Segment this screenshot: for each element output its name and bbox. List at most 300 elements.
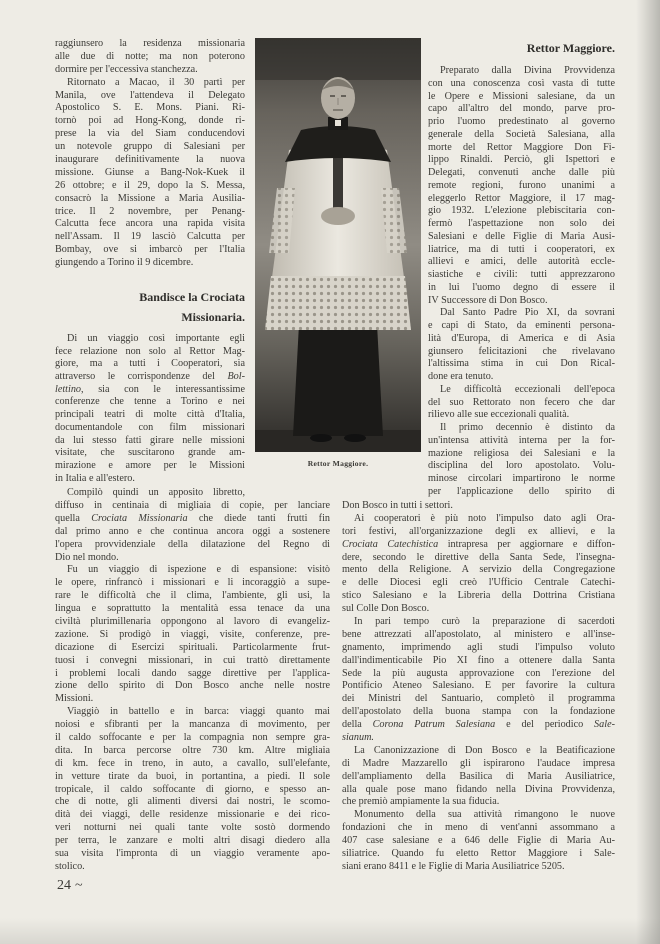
text-line (428, 103, 615, 116)
line-text: Le difficoltà eccezionali dell'epoca (440, 383, 615, 395)
line-text: inaugurare definitivamente la nuova (55, 154, 245, 166)
italic-text: Crociata Missionaria (91, 512, 188, 524)
line-text: trice. Il 2 novembre, per Penang- (55, 205, 245, 217)
line-text: per l'applicazione dello spirito di (428, 485, 615, 497)
line-text: sua visita l'impronta di un viaggio veramente apo- (55, 848, 330, 860)
line-text: del suo Rettorato non fecero che dar (428, 396, 615, 408)
text-line (342, 564, 615, 577)
line-text: 407 case salesiane e a 646 delle Figlie di Maria Au- (342, 835, 615, 847)
paragraph (55, 487, 245, 500)
text-segment: attraverso le corrispondenze del (55, 371, 228, 383)
line-text: lippo Rinaldi. Perciò, gli Ispettori e (428, 154, 615, 166)
text-line (428, 384, 615, 397)
text-line (428, 397, 615, 410)
line-text: e delle Diocesi egli creò l'Ufficio Centrale Catechi- (342, 577, 615, 589)
line-text: stico Salesiano e la Libreria della Dottrina Cristiana (342, 590, 615, 602)
text-line (428, 371, 615, 384)
line-text: in lui l'uomo degno di essere il (428, 281, 615, 293)
line-text (342, 539, 615, 550)
line-text: fondazioni che in meno di vent'anni assommano a (342, 822, 615, 834)
text-line (428, 333, 615, 346)
line-text: l'altissima stima in cui Don Rical- (428, 358, 615, 370)
text-line (428, 231, 615, 244)
line-text: di km. fece in treno, in auto, a cavallo, sull'elefante, (55, 757, 330, 769)
line-text: siastiche e civili: tutti apprezzarono (428, 269, 615, 280)
paragraph (342, 745, 615, 809)
text-line (342, 513, 615, 526)
text-line (428, 180, 615, 193)
paragraph (55, 77, 245, 270)
line-text: raggiunsero la residenza missionaria (55, 38, 245, 49)
line-text (55, 371, 245, 382)
line-text: siani erano 8411 e le Figlie di Maria Ausiliatrice 5205. (342, 860, 565, 872)
text-line (55, 154, 245, 167)
line-text: per terra, le zanzare e molti altri disagi diedero alla (55, 835, 330, 847)
text-line (55, 642, 330, 655)
line-text: Preparato dalla Divina Provvidenza (440, 65, 615, 76)
line-text (55, 513, 330, 524)
left-column-top-text (55, 38, 245, 270)
paragraph (55, 333, 245, 485)
text-segment: quella (55, 512, 92, 524)
text-line (55, 835, 330, 848)
text-line (428, 256, 615, 269)
text-line (55, 668, 330, 681)
text-line (55, 371, 245, 384)
text-line (428, 422, 615, 435)
left-column-main-text (55, 500, 330, 874)
line-text: zazione. Si prodigò in viaggi, visite, conferenze, pre- (55, 628, 330, 640)
text-line (55, 861, 330, 874)
text-line (342, 809, 615, 822)
text-line (342, 629, 615, 642)
line-text: le Opere e Missioni salesiane, da un (428, 90, 615, 102)
line-text: In pari tempo curò la preparazione di sacerdoti (354, 616, 615, 628)
text-line (428, 129, 615, 142)
line-text: dormire per l'eccessiva stanchezza. (55, 63, 198, 75)
line-text: che di notte, gli alimenti diversi dai nostri, le scomo- (55, 796, 330, 808)
text-line (342, 500, 615, 513)
text-line (428, 91, 615, 104)
text-line (55, 244, 245, 257)
line-text: liatrice, ma di tutti i cooperatori, ex (428, 243, 615, 255)
text-line (342, 861, 615, 874)
figure-cape (285, 126, 391, 162)
paragraph (428, 65, 615, 307)
text-line (55, 384, 245, 397)
text-line (55, 128, 245, 141)
text-line (55, 487, 245, 500)
line-text: dicazione di Esercizi spirituali. Particolarmente frut- (55, 641, 330, 653)
text-line (55, 616, 330, 629)
paragraph (55, 500, 330, 564)
line-text: tuosi i convegni missionari, in cui trattò direttamente (55, 654, 330, 666)
italic-text: lettino (55, 383, 82, 395)
line-text: veri notturni nei quali tante volte sostò dormendo (55, 822, 330, 834)
line-text: Don Bosco in tutti i settori. (342, 500, 453, 511)
line-text: Fu un viaggio di ispezione e di espansione: visitò (67, 564, 330, 576)
figure-hands (321, 207, 355, 225)
italic-text: Crociata Catechistica (342, 538, 439, 550)
line-text: Monumento della sua attività rimangono le nuove (354, 809, 615, 821)
text-line (55, 206, 245, 219)
line-text: 26 ottobre; e il 29, dopo la S. Messa, (55, 179, 245, 191)
line-text: mento della Religione. A servizio della Congregazione (342, 564, 615, 576)
scan-bottom-shadow (0, 918, 660, 944)
line-text: principali teatri di molte città d'Italia, (55, 409, 245, 421)
text-line (55, 706, 330, 719)
line-text: Manila, ove l'attendeva il Delegato (55, 89, 245, 101)
text-line (428, 320, 615, 333)
section-heading-rettor-maggiore: Rettor Maggiore. (526, 41, 615, 55)
text-line (342, 603, 615, 616)
line-text: gnamento, imprimendo agli studi l'impulso voluto (342, 641, 615, 653)
line-text: dere, secondo le direttive della Santa Sede, l'insegna- (342, 551, 615, 563)
line-text: gio 1932. L'elezione plebiscitaria con- (428, 205, 615, 217)
text-line (342, 796, 615, 809)
line-text: giungendo a Torino il 9 dicembre. (55, 257, 194, 269)
page-number (57, 878, 87, 894)
text-line (428, 154, 615, 167)
page-number-ornament: ~ (75, 878, 83, 893)
line-text: Salesiani e delle Figlie di Maria Ausi- (428, 230, 615, 242)
text-line (55, 848, 330, 861)
text-line (55, 409, 245, 422)
text-line (428, 65, 615, 78)
text-line (428, 269, 615, 282)
figure-cassock (293, 324, 383, 442)
line-text: Bombay, ove si imbarcò per l'Italia (55, 244, 245, 256)
line-text: Sede la più augusta approvazione con l'erezione del (342, 667, 615, 679)
line-text: minose circolari impartirono le norme (428, 473, 615, 484)
paragraph (55, 564, 330, 706)
text-line (342, 539, 615, 552)
text-line (428, 282, 615, 295)
paragraph (428, 307, 615, 384)
text-segment: e del periodico (495, 719, 595, 731)
text-line (428, 193, 615, 206)
text-line (55, 603, 330, 616)
text-line (55, 732, 330, 745)
line-text: giunsero felicitazioni che rivelavano (428, 345, 615, 357)
line-text: giore, ma a tutti i Cooperatori, sia (55, 358, 245, 370)
text-line (55, 180, 245, 193)
italic-text: Corona Patrum Salesiana (372, 719, 496, 731)
line-text: missione. Giunse a Bang-Nok-Kuek il (55, 166, 245, 178)
figure-surplice (265, 144, 411, 330)
text-line (55, 218, 245, 231)
text-line (428, 473, 615, 486)
text-line (342, 693, 615, 706)
text-line (342, 590, 615, 603)
line-text: da lui stesso fatti girare nelle missioni (55, 434, 245, 446)
left-column-bridge-text (55, 487, 245, 500)
italic-text: sianum. (342, 732, 374, 744)
text-segment: , sia con le interessantissime (81, 383, 245, 395)
line-text: in Italia e all'estero. (55, 472, 135, 484)
text-line (55, 693, 330, 706)
line-text: Dal Santo Padre Pio XI, da sovrani (440, 307, 615, 319)
text-segment: che diede tanti frutti fin (187, 512, 330, 524)
text-line (55, 473, 245, 486)
text-line (428, 167, 615, 180)
text-line (342, 848, 615, 861)
text-line (55, 758, 330, 771)
text-line (342, 642, 615, 655)
line-text: tropicale, il caldo soffocante di giorno, e spesso an- (55, 783, 330, 795)
line-text: conferenze che tenne a Torino e nei (55, 396, 245, 408)
text-line (428, 307, 615, 320)
text-line (342, 616, 615, 629)
text-line (55, 680, 330, 693)
text-line (342, 758, 615, 771)
line-text: eleggerlo Rettor Maggiore, il 17 mag- (428, 192, 615, 204)
text-line (55, 513, 330, 526)
heading-line: Missionaria. (181, 310, 245, 324)
text-line (55, 115, 245, 128)
text-line (428, 78, 615, 91)
line-text: Calcutta fece ancora una rapida visita (55, 218, 245, 230)
text-line (55, 333, 245, 346)
text-line (55, 77, 245, 90)
line-text: done era tenuto. (428, 371, 494, 382)
line-text: stolico. (55, 860, 85, 872)
line-text: bene attrezzati all'apostolato, al ministero e all'inse- (342, 628, 615, 640)
text-line (55, 577, 330, 590)
left-column-intro-text (55, 333, 245, 485)
line-text: fermò l'aspettazione non solo dei (428, 218, 615, 229)
text-line (428, 486, 615, 499)
heading-line: Bandisce la Crociata (139, 290, 245, 304)
text-line (55, 590, 330, 603)
text-line (342, 771, 615, 784)
line-text: rare le difficoltà che il clima, l'ambiente, gli usi, la (55, 590, 330, 602)
line-text: un notevole gruppo di Salesiani per (55, 141, 245, 153)
text-line (342, 732, 615, 745)
line-text: mirazione e amore per le Missioni (55, 459, 245, 471)
text-line (55, 629, 330, 642)
text-line (428, 448, 615, 461)
line-text: IV Successore di Don Bosco. (428, 294, 548, 306)
text-line (428, 358, 615, 371)
line-text: Viaggiò in battello e in barca: viaggi quanto mai (67, 706, 330, 718)
text-line (55, 396, 245, 409)
line-text: l'opera provvidenziale della dilatazione del Regno di (55, 538, 330, 550)
text-line (55, 435, 245, 448)
text-line (55, 771, 330, 784)
text-line (55, 460, 245, 473)
line-text: con una conoscenza così vasta di tutte (428, 77, 615, 89)
line-text: prio l'uomo predestinato al governo (428, 116, 615, 127)
text-line (55, 167, 245, 180)
text-line (55, 231, 245, 244)
line-text: generale della Società Salesiana, alla (428, 128, 615, 140)
text-line (55, 358, 245, 371)
text-line (55, 64, 245, 77)
text-line (428, 116, 615, 129)
line-text: siliatrice. Quando fu eletto Rettor Maggiore i Sale- (342, 848, 615, 860)
line-text: noiosi e sfibranti per la mancanza di movimento, per (55, 719, 330, 731)
line-text: diffuso in centinaia di migliaia di copie, per lanciare (55, 500, 330, 511)
line-text: mazione religiosa dei Salesiani e la (428, 447, 615, 459)
line-text: Apostolico S. E. Mons. Piani. Ri- (55, 102, 245, 114)
text-line (55, 809, 330, 822)
text-line (342, 719, 615, 732)
italic-text: Bol- (227, 371, 245, 383)
line-text: visitate, che suscitarono grande am- (55, 447, 245, 459)
line-text: Missioni. (55, 693, 94, 705)
line-text: Di un viaggio così importante egli (67, 333, 245, 344)
line-text: consacrò la Missione a Maria Ausilia- (55, 192, 245, 204)
text-line (55, 822, 330, 835)
text-line (55, 564, 330, 577)
text-line (342, 668, 615, 681)
section-heading-crociata (55, 287, 245, 327)
line-text: dei Ministri del Santuario, completò il programma (342, 693, 615, 705)
paragraph (342, 513, 615, 616)
line-text: le opere, rinfrancò i missionari e li incoraggiò a supe- (55, 577, 330, 589)
line-text: rilievo alle sue eccezionali qualità. (428, 409, 570, 421)
line-text: fece relazione non solo al Rettor Mag- (55, 345, 245, 357)
line-text: zione dello spirito di Don Bosco anche nelle nostre (55, 680, 330, 692)
text-line (428, 205, 615, 218)
text-line (342, 526, 615, 539)
line-text: dell'ampliamento della Basilica di Maria Ausiliatrice, (342, 770, 615, 782)
line-text: di Madre Mazzarello gli ispirarono l'audace impresa (342, 757, 615, 769)
text-line (55, 51, 245, 64)
line-text: Compilò quindi un apposito libretto, (67, 486, 245, 498)
text-line (55, 784, 330, 797)
line-text: i problemi locali dando sagge direttive per l'applica- (55, 667, 330, 679)
line-text: il caldo soffocante e per la compagnia non sempre gra- (55, 732, 330, 744)
text-line (55, 346, 245, 359)
line-text: un'intensa attività interna per la for- (428, 434, 615, 446)
text-line (55, 90, 245, 103)
text-line (342, 784, 615, 797)
line-text: dall'indimenticabile Pio XI fino a ottenere dalla Santa (342, 654, 615, 666)
text-line (55, 193, 245, 206)
line-text: dell'apostolato della buona stampa con la fondazione (342, 706, 615, 718)
line-text: Ritornato a Macao, il 30 partì per (67, 76, 245, 88)
text-line (55, 38, 245, 51)
text-line (428, 460, 615, 473)
figure-head (321, 77, 355, 119)
photo-caption: Rettor Maggiore. (307, 459, 369, 468)
paragraph (342, 500, 615, 513)
paragraph (428, 422, 615, 499)
scan-edge-shadow (636, 0, 660, 944)
text-line (55, 447, 245, 460)
line-text: in vetture tirate da buoi, in portantina, a piedi. Il sole (55, 770, 330, 782)
line-text: capo all'altro del mondo, parve pro- (428, 103, 615, 115)
line-text: tori festivi, all'organizzazione degli ex allievi, e la (342, 525, 615, 537)
line-text: allievi e amici, delle autorità eccle- (428, 256, 615, 268)
right-column-top-text (428, 65, 615, 499)
text-line (342, 822, 615, 835)
text-line (55, 655, 330, 668)
text-line (342, 552, 615, 565)
line-text: morte del Rettor Maggiore Don Fi- (428, 141, 615, 153)
line-text: Dio nel mondo. (55, 551, 119, 563)
text-line (55, 552, 330, 565)
line-text: prese la via del Siam conducendovi (55, 128, 245, 140)
text-line (428, 409, 615, 422)
line-text (342, 732, 374, 743)
line-text: tornò poi ad Hong-Kong, donde ri- (55, 115, 245, 127)
line-text: Il primo decennio è distinto da (440, 422, 615, 433)
text-line (55, 539, 330, 552)
line-text: alla quale pose mano fidando nella Divina Provvidenza, (342, 783, 615, 795)
portrait-photo (255, 38, 421, 452)
text-line (428, 142, 615, 155)
paragraph (55, 38, 245, 77)
text-line (342, 655, 615, 668)
line-text (55, 384, 245, 395)
line-text: lità d'Europa, di America e di Asia (428, 332, 615, 344)
right-column-main-text (342, 500, 615, 874)
paragraph (342, 809, 615, 873)
text-line (428, 218, 615, 231)
text-line (342, 835, 615, 848)
text-line (55, 719, 330, 732)
text-line (342, 577, 615, 590)
line-text: alle due di notte; ma non poterono (55, 50, 245, 62)
paragraph (342, 616, 615, 745)
line-text: lingua e soprattutto la mentalità essa tenace da una (55, 603, 330, 615)
line-text: e capi di Stato, da eminenti persona- (428, 320, 615, 331)
text-line (342, 745, 615, 758)
line-text: che premiò ampiamente la sua fiducia. (342, 796, 500, 808)
line-text: nell'Assam. Il 19 lasciò Calcutta per (55, 231, 245, 243)
text-line (55, 422, 245, 435)
line-text: La Canonizzazione di Don Bosco e la Beatificazione (354, 744, 615, 756)
text-line (55, 141, 245, 154)
line-text: Delegati, convenuti anche dalle più (428, 167, 615, 178)
paragraph (428, 384, 615, 422)
text-line (342, 680, 615, 693)
photo-foliage (255, 38, 421, 80)
text-line (55, 526, 330, 539)
line-text: Pontificio Ateneo Salesiano. E per favorire la cultura (342, 680, 615, 692)
line-text (342, 719, 615, 730)
line-text: documentandole con film missionari (55, 421, 245, 433)
line-text: Ai cooperatori è più noto l'impulso dato agli Ora- (354, 512, 615, 524)
text-line (428, 435, 615, 448)
text-line (55, 745, 330, 758)
text-line (55, 796, 330, 809)
text-line (428, 346, 615, 359)
line-text: remote regioni, furono unanimi a (428, 179, 615, 191)
text-segment: della (342, 719, 373, 731)
line-text: dal primo anno e che continua ancora oggi a sostenere (55, 525, 330, 537)
portrait-photo-frame (255, 38, 421, 452)
text-line (55, 257, 245, 270)
italic-text: Sale- (594, 719, 615, 731)
line-text: civiltà plurimillenaria oppongono al lavoro di evangeliz- (55, 616, 330, 628)
text-line (55, 500, 330, 513)
text-line (428, 244, 615, 257)
line-text: dità dei viaggi, delle residenze missionarie e dei rico- (55, 809, 330, 821)
line-text: sul Colle Don Bosco. (342, 603, 430, 615)
text-line (342, 706, 615, 719)
line-text: disciplina del loro apostolato. Volu- (428, 460, 615, 472)
text-segment: intrapresa per aggiornare e diffon- (438, 538, 615, 550)
line-text: dita. In barca percorse oltre 730 km. Altre migliaia (55, 744, 330, 756)
text-line (428, 295, 615, 308)
text-line (55, 102, 245, 115)
page-number-value: 24 (57, 878, 71, 893)
paragraph (55, 706, 330, 874)
